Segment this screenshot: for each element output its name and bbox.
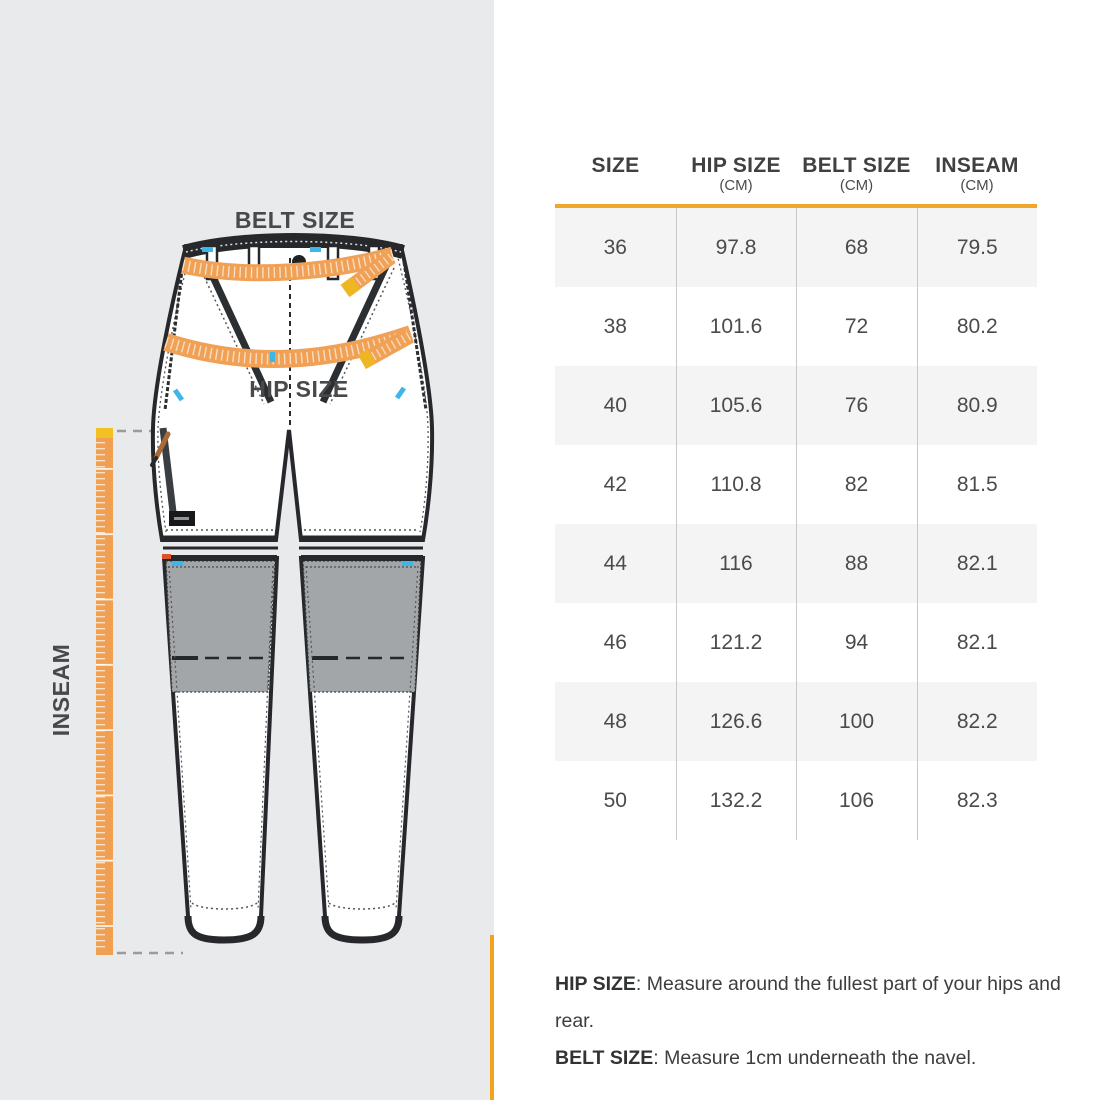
cell-size: 44 bbox=[603, 551, 627, 575]
col-header-inseam: INSEAM (CM) bbox=[917, 130, 1037, 206]
cell-hip: 132.2 bbox=[676, 761, 796, 840]
illustration-panel bbox=[0, 0, 494, 1100]
table-row bbox=[555, 761, 1037, 840]
left-leg bbox=[162, 554, 277, 940]
cell-belt: 106 bbox=[796, 761, 917, 840]
brand-label bbox=[169, 511, 195, 526]
belt-size-label: BELT SIZE bbox=[234, 207, 356, 233]
cell-size: 40 bbox=[603, 393, 627, 417]
inseam-label: INSEAM bbox=[48, 643, 74, 737]
col-header-belt-size: BELT SIZE (CM) bbox=[796, 130, 917, 206]
pants-diagram bbox=[0, 0, 494, 1100]
cell-inseam: 80.9 bbox=[917, 366, 1037, 445]
cell-belt: 72 bbox=[796, 287, 917, 366]
cell-inseam: 82.2 bbox=[917, 682, 1037, 761]
cell-belt: 76 bbox=[796, 366, 917, 445]
header-row bbox=[555, 130, 1037, 206]
measurement-notes bbox=[555, 966, 1075, 1077]
size-table bbox=[555, 130, 1037, 840]
cell-belt: 88 bbox=[796, 524, 917, 603]
right-knee-panel bbox=[303, 561, 421, 692]
cell-hip: 116 bbox=[676, 524, 796, 603]
cell-size: 42 bbox=[603, 472, 627, 496]
cell-belt: 94 bbox=[796, 603, 917, 682]
cell-size: 36 bbox=[603, 235, 627, 259]
size-table-panel bbox=[494, 0, 1100, 1100]
table-row bbox=[555, 603, 1037, 682]
table-row bbox=[555, 206, 1037, 287]
cell-inseam: 82.1 bbox=[917, 603, 1037, 682]
cell-inseam: 82.3 bbox=[917, 761, 1037, 840]
belt-size-note: BELT SIZE: Measure 1cm underneath the navel. bbox=[555, 1047, 977, 1069]
table-row bbox=[555, 682, 1037, 761]
cell-hip: 110.8 bbox=[676, 445, 796, 524]
cell-size: 46 bbox=[603, 630, 627, 654]
cell-belt: 82 bbox=[796, 445, 917, 524]
cell-inseam: 80.2 bbox=[917, 287, 1037, 366]
cell-belt: 100 bbox=[796, 682, 917, 761]
cell-inseam: 82.1 bbox=[917, 524, 1037, 603]
hip-size-label: HIP SIZE bbox=[249, 376, 349, 402]
table-row bbox=[555, 287, 1037, 366]
col-header-hip-size: HIP SIZE (CM) bbox=[676, 130, 796, 206]
cell-hip: 105.6 bbox=[676, 366, 796, 445]
cell-size: 50 bbox=[603, 788, 627, 812]
table-row bbox=[555, 366, 1037, 445]
cell-hip: 121.2 bbox=[676, 603, 796, 682]
hip-size-note: HIP SIZE: Measure around the fullest part of your hips and rear. bbox=[555, 973, 1061, 1032]
cell-hip: 97.8 bbox=[676, 206, 796, 287]
cell-inseam: 81.5 bbox=[917, 445, 1037, 524]
cell-size: 48 bbox=[603, 709, 627, 733]
left-knee-panel bbox=[166, 561, 275, 692]
inseam-ruler bbox=[96, 428, 113, 955]
cell-size: 38 bbox=[603, 314, 627, 338]
table-row bbox=[555, 445, 1037, 524]
cell-belt: 68 bbox=[796, 206, 917, 287]
right-leg bbox=[301, 558, 423, 940]
cell-hip: 126.6 bbox=[676, 682, 796, 761]
table-row bbox=[555, 524, 1037, 603]
cell-hip: 101.6 bbox=[676, 287, 796, 366]
cell-inseam: 79.5 bbox=[917, 206, 1037, 287]
col-header-size: SIZE bbox=[555, 130, 676, 206]
